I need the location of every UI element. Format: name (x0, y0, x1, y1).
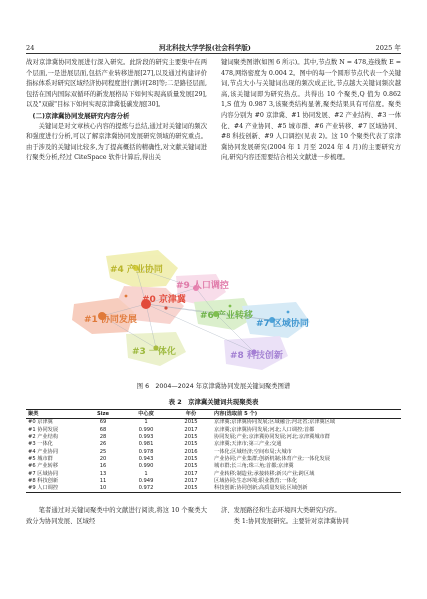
table-cell: 2015 (170, 485, 212, 493)
table-cell: 26 (99, 441, 107, 448)
column-header: 聚类 (26, 410, 84, 419)
table-cell: 13 (99, 470, 107, 477)
cluster-label: #9 人口调控 (176, 281, 229, 291)
paragraph: 济、发展路径和生态环境四大类研究内容。 (221, 507, 341, 514)
table-cell: 2017 (184, 426, 198, 433)
table-cell: #6 产业转移 (28, 463, 59, 470)
column-header: 内容(选取前 5 个) (212, 410, 401, 419)
cluster-label: #4 产业协同 (110, 265, 163, 275)
cluster-label: #6 产业转移 (200, 311, 253, 321)
table-cell: 0.993 (138, 434, 154, 441)
table-cell: 1 (144, 470, 148, 477)
cluster-map-graphic (66, 248, 366, 376)
cluster-label: #1 协同发展 (84, 315, 137, 325)
table-cell: 1 (144, 419, 148, 426)
column-header: 年份 (170, 410, 212, 419)
table-cell: 2015 (184, 455, 198, 462)
table-cell: 协同发展;产业;京津冀协同发展;河北;京津冀城市群 (214, 434, 330, 441)
table-cell: 京津冀;京津冀协同发展;区域融合;河北省;京津冀区域 (214, 419, 336, 426)
table-cell: 2016 (184, 448, 198, 455)
table-cell: 28 (99, 434, 107, 441)
table-row (26, 471, 401, 478)
header-rule (26, 53, 401, 54)
table-cell: #8 科技创新 (28, 477, 59, 484)
figure-caption: 图 6 2004—2024 年京津冀协同发展关键词聚类图谱 (136, 383, 291, 390)
table-cell: #3 一体化 (28, 441, 53, 448)
node (229, 305, 232, 308)
cluster-table (26, 409, 401, 493)
table-cell: 城市群;长三角;珠三角;首都;京津冀 (214, 463, 294, 470)
table-cell: 科技创新;协同创新;高质量发展;区域创新 (212, 485, 401, 493)
table-cell: 0.978 (138, 448, 154, 455)
table-row (26, 485, 401, 493)
issue-year: 2025 年 (375, 44, 401, 52)
table-cell: #9 人口调控 (26, 485, 84, 493)
table-cell: 0.949 (138, 477, 154, 484)
node (125, 295, 128, 298)
table-cell: 25 (99, 448, 107, 455)
table-cell: 20 (99, 455, 107, 462)
column-header: 中心度 (122, 410, 170, 419)
table-cell: 京津冀;天津市;第三产业;交通 (214, 441, 282, 448)
table-cell: #7 区域协同 (28, 470, 59, 477)
table-row (26, 449, 401, 456)
node (287, 311, 290, 314)
journal-title: 河北科技大学学报(社会科学版) (158, 44, 251, 52)
paragraph: 类 1:协同发展研究。主要针对京津冀协同 (233, 517, 349, 525)
table-row (26, 419, 401, 427)
table-cell: 2017 (184, 470, 198, 477)
table-cell: 产业转移;制造业;承接转移;新兴产业;跨区域 (214, 470, 315, 477)
cluster-label: #8 科技创新 (230, 351, 283, 361)
table-cell: 0.972 (122, 485, 170, 493)
table-cell: 0.990 (138, 426, 154, 433)
table-cell: 区域协同;生态环境;职业教育;一体化 (214, 477, 298, 484)
table-cell: 16 (99, 463, 107, 470)
paragraph: 战对京津冀协同发展进行深入研究。此阶段的研究主要集中在两个层面,一是进展层面,包括产业转移进展[27],以及通过构建评价指标体系对研究区域经济协同程度进行测评[28]等;二是路径层面,包括在国内国际双循环的新发展格局下如何实现高质量发展[29],以及"双碳"目标下如何实现京津冀低碳发展[30]。 (26, 59, 207, 109)
table-cell: 2015 (184, 434, 198, 441)
table-cell: 0.981 (138, 441, 154, 448)
table-cell: 11 (99, 477, 107, 484)
paragraph: 键词聚类图谱(如图 6 所示)。其中,节点数 N = 478,连线数 E = 478,网络密度为 0.004 2。图中的每一个圆形节点代表一个关键词,节点大小与关键词出现的频次成正比,节点越大关键词频次越高,该关键词即为研究热点。共得出 10 个聚类,Q 值为 0.862 1,S 值为 0.987 3,该聚类结构显著,聚类结果具有可信度。聚类内容分别为 #0 京津冀、#1 协同发展、#2 产业结构、#3 一体化、#4 产业协同、#5 城市群、#6 产业转移、#7 区域协同、#8 科技创新、#9 人口调控(见表 2)。这 10 个聚类代表了京津冀协同发展研究(2004 年 1 月至 2024 年 4 月)的主要研究方向,研究内容还需要结合相关文献进一步梳理。 (221, 59, 401, 162)
left-column-bottom (26, 506, 207, 527)
table-row (26, 441, 401, 448)
table-caption: 表 2 京津冀关键词共现聚类表 (168, 398, 259, 406)
table-cell: #1 协同发展 (28, 426, 59, 433)
column-header: Size (84, 410, 122, 419)
table-cell: 2015 (184, 441, 198, 448)
running-header (26, 41, 401, 52)
cluster-label: #7 区域协同 (256, 319, 309, 329)
node (164, 306, 167, 309)
table-row (26, 427, 401, 434)
table-cell: 2015 (184, 463, 198, 470)
table-cell: #5 城市群 (28, 455, 53, 462)
table-cell: 69 (99, 419, 107, 426)
cluster-label: #3 一体化 (132, 347, 176, 357)
right-column-top (221, 58, 401, 164)
table-cell: 10 (84, 485, 122, 493)
page-number: 24 (26, 44, 35, 52)
table-cell: #4 产业协同 (28, 448, 59, 455)
table-cell: 0.943 (138, 455, 154, 462)
table-cell: 2017 (184, 477, 198, 484)
paragraph: 关键词是对文章核心内容的提炼与总结,通过对关键词的频次和强度进行分析,可以了解京津冀协同发展研究领域的研究重点。由于涉及的关键词比较多,为了提高概括的精确性,对文献关键词进行聚类分析,经过 CiteSpace 软件计算后,得出关 (26, 122, 207, 162)
table-cell: 2015 (184, 419, 198, 426)
right-column-bottom (221, 506, 401, 527)
section-heading: (二)京津冀协同发展研究内容分析 (32, 111, 130, 120)
left-column-top (26, 58, 207, 164)
table-cell: 0.990 (138, 463, 154, 470)
table-row (26, 463, 401, 470)
table-cell: 68 (99, 426, 107, 433)
table-cell: #0 京津冀 (28, 419, 53, 426)
paragraph: 笔者通过对关键词聚类中的文献进行阅读,将这 10 个聚类大致分为协同发展、区域经 (26, 507, 207, 525)
table-cell: #2 产业结构 (28, 434, 59, 441)
keyword-cluster-map (66, 248, 366, 376)
cluster-label: #0 京津冀 (142, 295, 186, 305)
table-cell: 产业协同;产业集群;创新机制;体育产业;一体化发展 (214, 455, 330, 462)
table-cell: 一体化;区域经济;空间布局;大城市 (214, 448, 292, 455)
table-cell: 京津冀;京津冀协同发展;河北;人口调控;首都 (214, 426, 315, 433)
table-header-row (26, 410, 401, 419)
